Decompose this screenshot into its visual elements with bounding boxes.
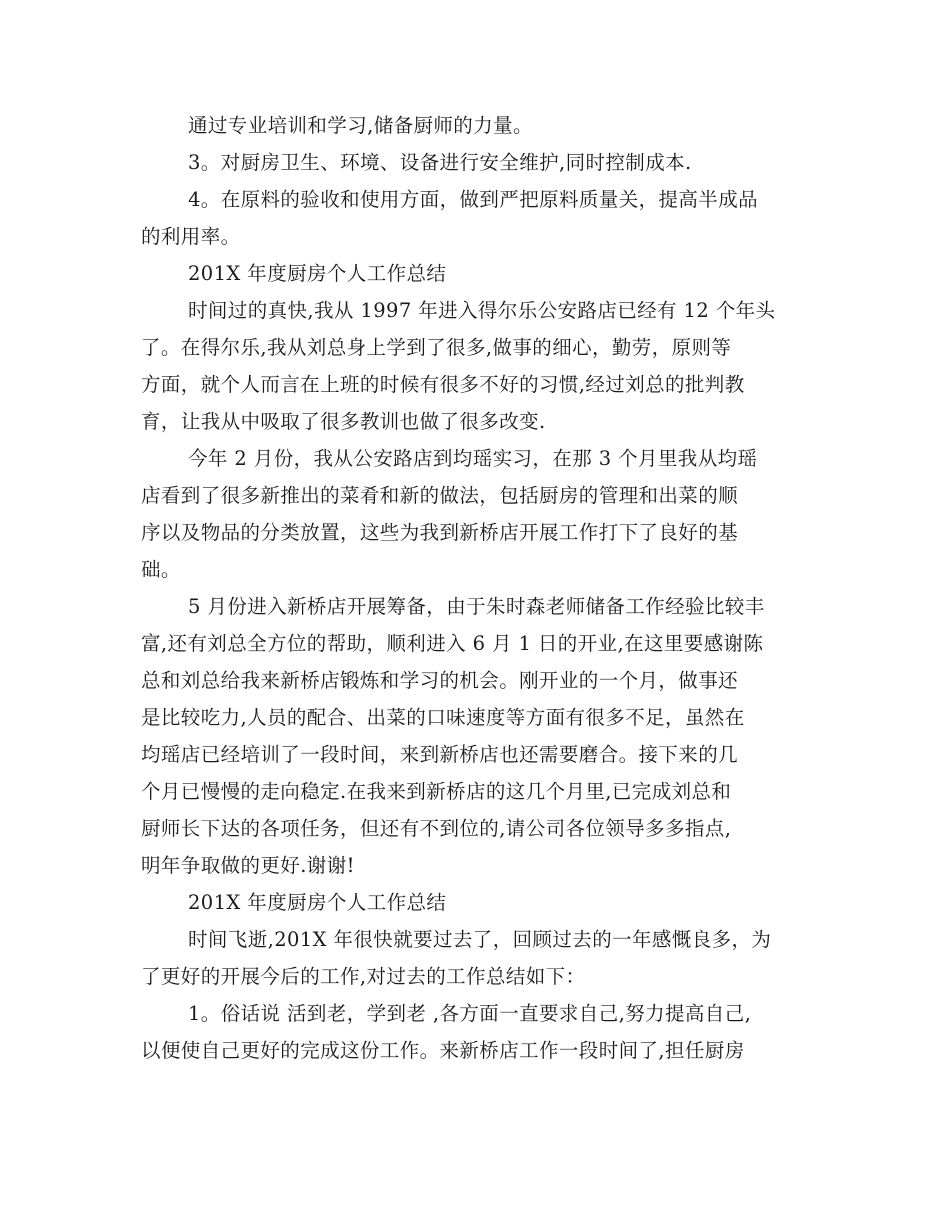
body-line: 育，让我从中吸取了很多教训也做了很多改变. xyxy=(141,410,546,433)
body-line: 了。在得尔乐,我从刘总身上学到了很多,做事的细心，勤劳，原则等 xyxy=(141,336,732,359)
body-line: 4。在原料的验收和使用方面，做到严把原料质量关，提高半成品 xyxy=(188,188,759,211)
body-line: 通过专业培训和学习,储备厨师的力量。 xyxy=(188,114,533,137)
body-line: 序以及物品的分类放置，这些为我到新桥店开展工作打下了良好的基 xyxy=(141,521,739,544)
body-line: 今年 2 月份，我从公安路店到均瑶实习，在那 3 个月里我从均瑶 xyxy=(188,447,758,470)
body-line: 方面，就个人而言在上班的时候有很多不好的习惯,经过刘总的批判教 xyxy=(141,373,745,396)
body-line: 个月已慢慢的走向稳定.在我来到新桥店的这几个月里,已完成刘总和 xyxy=(141,780,732,803)
body-line: 的利用率。 xyxy=(141,225,241,248)
body-line: 5 月份进入新桥店开展筹备，由于朱时森老师储备工作经验比较丰 xyxy=(188,595,765,618)
section-heading: 201X 年度厨房个人工作总结 xyxy=(188,262,447,285)
body-line: 厨师长下达的各项任务，但还有不到位的,请公司各位领导多多指点, xyxy=(141,817,732,840)
body-line: 店看到了很多新推出的菜肴和新的做法，包括厨房的管理和出菜的顺 xyxy=(141,484,739,507)
body-line: 明年争取做的更好.谢谢! xyxy=(141,854,355,877)
body-line: 了更好的开展今后的工作,对过去的工作总结如下： xyxy=(141,965,586,988)
body-line: 总和刘总给我来新桥店锻炼和学习的机会。刚开业的一个月，做事还 xyxy=(141,669,739,692)
section-heading: 201X 年度厨房个人工作总结 xyxy=(188,891,447,914)
body-line: 均瑶店已经培训了一段时间，来到新桥店也还需要磨合。接下来的几 xyxy=(141,743,739,766)
body-line: 以便使自己更好的完成这份工作。来新桥店工作一段时间了,担任厨房 xyxy=(141,1039,745,1062)
body-line: 时间过的真快,我从 1997 年进入得尔乐公安路店已经有 12 个年头 xyxy=(188,299,776,322)
body-line: 富,还有刘总全方位的帮助，顺利进入 6 月 1 日的开业,在这里要感谢陈 xyxy=(141,632,764,655)
body-line: 是比较吃力,人员的配合、出菜的口味速度等方面有很多不足，虽然在 xyxy=(141,706,745,729)
body-line: 时间飞逝,201X 年很快就要过去了，回顾过去的一年感慨良多，为 xyxy=(188,928,772,951)
body-line: 础。 xyxy=(141,558,181,581)
body-line: 3。对厨房卫生、环境、设备进行安全维护,同时控制成本. xyxy=(188,151,692,174)
body-line: 1。俗话说 活到老，学到老 ,各方面一直要求自己,努力提高自己, xyxy=(188,1002,752,1025)
